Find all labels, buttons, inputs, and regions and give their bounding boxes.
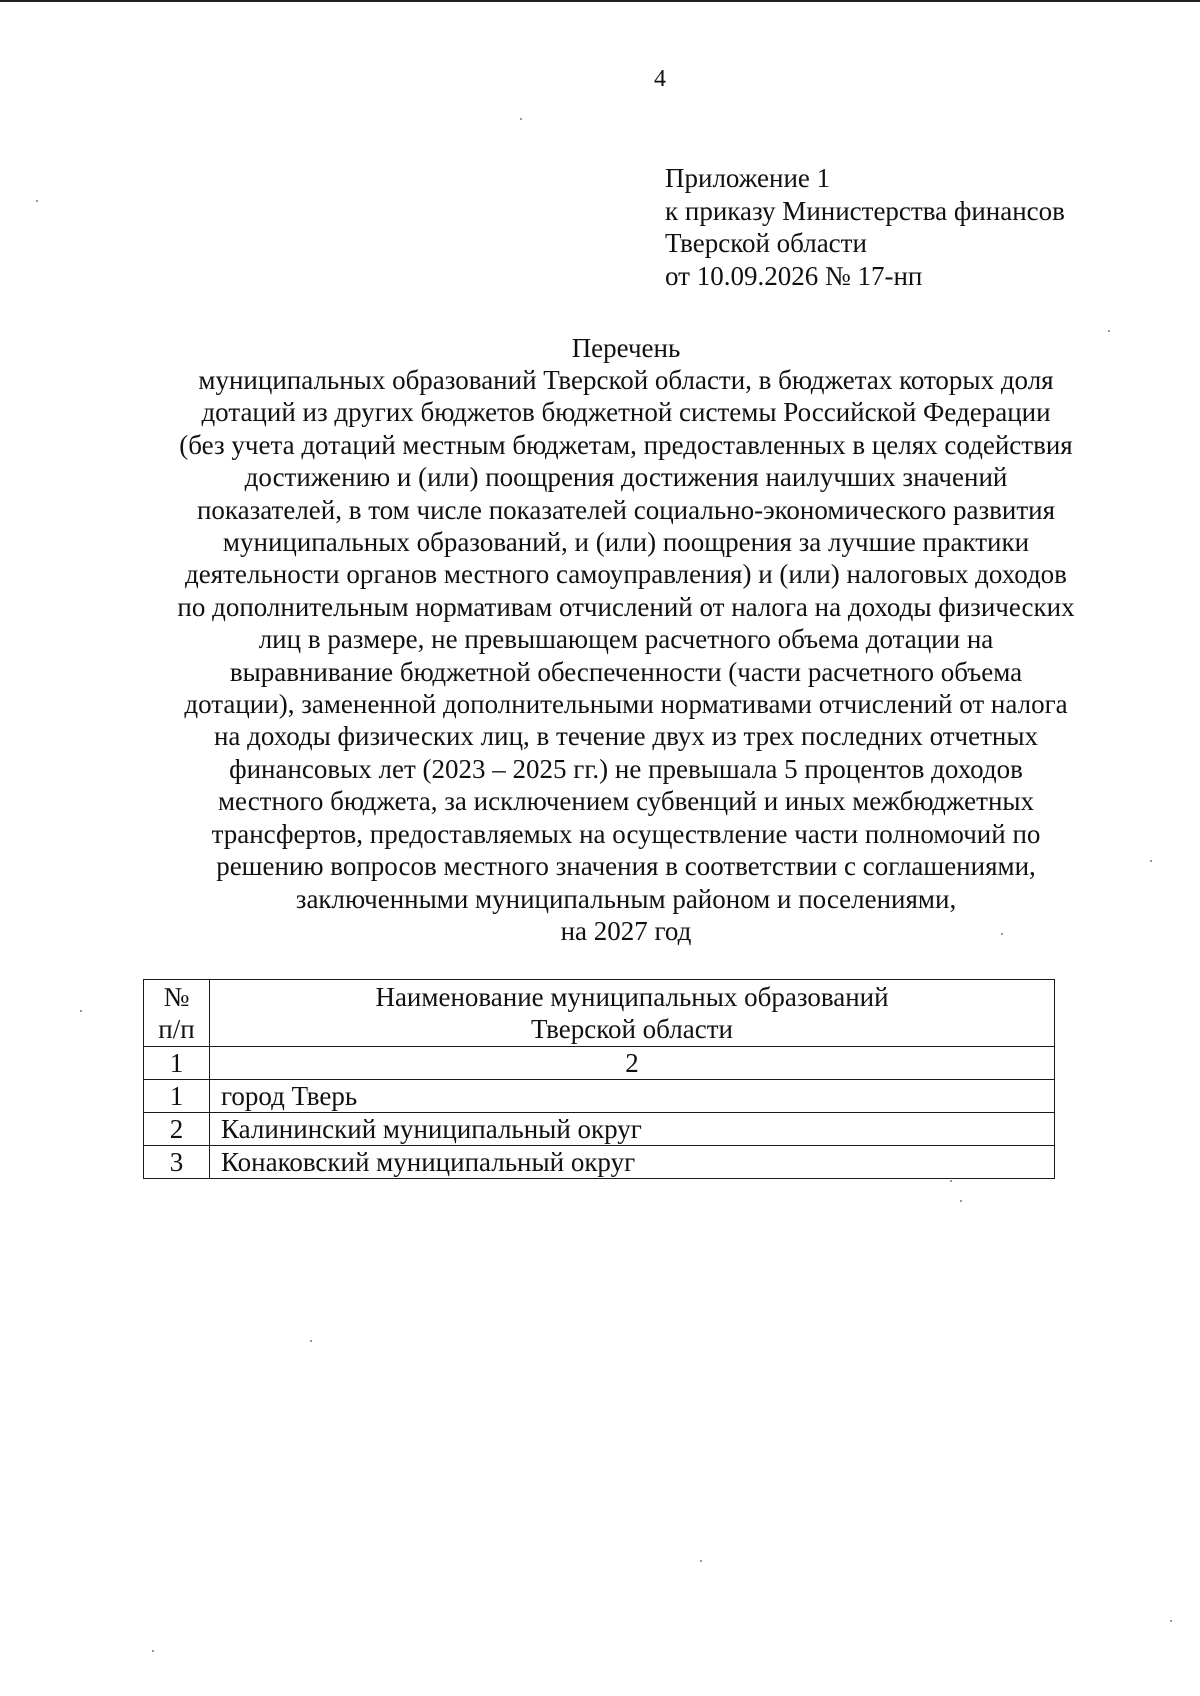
row-number-cell: 3	[144, 1146, 210, 1179]
header-name-line: Наименование муниципальных образований	[375, 982, 889, 1012]
body-line: по дополнительным нормативам отчислений от налога на доходы физических	[177, 591, 1075, 622]
body-line: лиц в размере, не превышающем расчетного объема дотации на	[258, 624, 994, 655]
body-line: (без учета дотаций местным бюджетам, предоставленных в целях содействия	[179, 429, 1073, 460]
scan-top-edge	[0, 0, 1200, 2]
header-number-line: п/п	[158, 1014, 195, 1044]
municipalities-table	[143, 979, 1055, 1179]
scan-speck	[310, 1340, 312, 1342]
page-number: 4	[654, 66, 666, 92]
body-line: финансовых лет (2023 – 2025 гг.) не превышала 5 процентов доходов	[229, 753, 1023, 784]
header-name-line: Тверской области	[531, 1014, 733, 1044]
body-line: дотаций из других бюджетов бюджетной системы Российской Федерации	[201, 397, 1051, 428]
appendix-block	[665, 162, 1065, 292]
appendix-line: к приказу Министерства финансов	[665, 195, 1065, 226]
scan-speck	[520, 118, 522, 120]
document-body	[130, 364, 1122, 947]
scan-speck	[700, 1560, 702, 1562]
row-name-cell: город Тверь	[210, 1080, 1055, 1113]
body-line: заключенными муниципальным районом и поселениями,	[295, 883, 957, 914]
appendix-line: Тверской области	[665, 228, 867, 258]
scan-speck	[1150, 860, 1152, 862]
body-line: решению вопросов местного значения в соответствии с соглашениями,	[216, 851, 1036, 882]
column-index-row	[144, 1047, 1055, 1080]
body-line: дотации), замененной дополнительными нормативами отчислений от налога	[184, 689, 1068, 720]
table-row	[144, 1080, 1055, 1113]
appendix-line: Приложение 1	[665, 163, 831, 193]
scan-speck	[36, 200, 38, 202]
appendix-line: от 10.09.2026 № 17-нп	[665, 260, 923, 291]
scan-speck	[80, 1010, 82, 1012]
table-header-row	[144, 980, 1055, 1047]
column-index-cell: 2	[210, 1047, 1055, 1080]
row-name-cell: Конаковский муниципальный округ	[210, 1146, 1055, 1179]
body-line: на 2027 год	[560, 915, 692, 946]
scan-speck	[1001, 933, 1003, 935]
header-number-line: №	[163, 982, 190, 1012]
scan-speck	[950, 1180, 952, 1182]
table-row	[144, 1146, 1055, 1179]
column-index-cell: 1	[144, 1047, 210, 1080]
row-number-cell: 1	[144, 1080, 210, 1113]
header-name-cell	[210, 980, 1055, 1047]
body-line: на доходы физических лиц, в течение двух из трех последних отчетных	[213, 721, 1038, 752]
scan-speck	[152, 1650, 154, 1652]
scan-speck	[960, 1200, 962, 1202]
body-line: деятельности органов местного самоуправления) и (или) налоговых доходов	[185, 559, 1067, 590]
body-line: муниципальных образований, и (или) поощрения за лучшие практики	[222, 527, 1030, 558]
body-line: показателей, в том числе показателей социально-экономического развития	[196, 494, 1056, 525]
document-title: Перечень	[571, 333, 681, 363]
body-line: трансфертов, предоставляемых на осуществление части полномочий по	[211, 818, 1041, 849]
row-number-cell: 2	[144, 1113, 210, 1146]
body-line: муниципальных образований Тверской области, в бюджетах которых доля	[198, 365, 1054, 395]
body-line: достижению и (или) поощрения достижения наилучших значений	[244, 462, 1008, 493]
body-line: местного бюджета, за исключением субвенций и иных межбюджетных	[217, 786, 1035, 817]
header-number-cell	[144, 980, 210, 1047]
row-name-cell: Калининский муниципальный округ	[210, 1113, 1055, 1146]
table-row	[144, 1113, 1055, 1146]
body-line: выравнивание бюджетной обеспеченности (части расчетного объема	[229, 656, 1023, 687]
scan-speck	[1170, 1620, 1172, 1622]
scan-speck	[1108, 330, 1110, 332]
